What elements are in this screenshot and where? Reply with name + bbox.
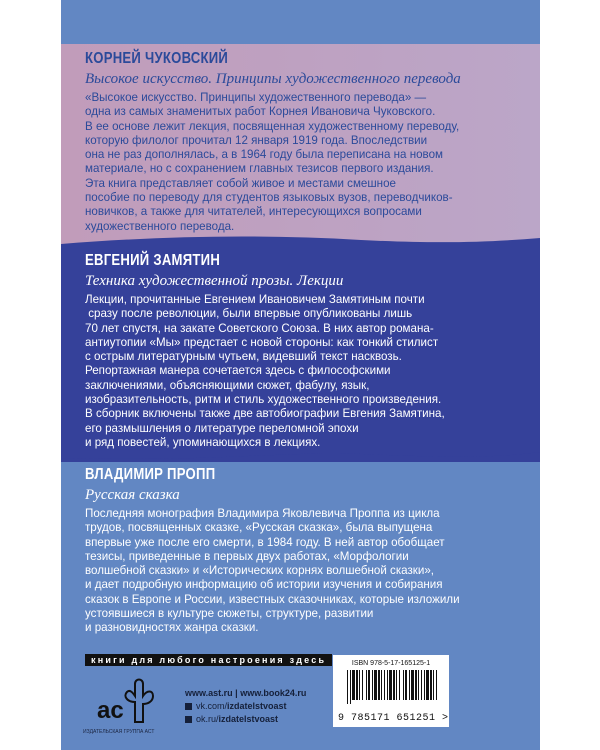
barcode-bar: [426, 670, 429, 700]
section-propp: [85, 466, 535, 636]
isbn-barcode: [333, 655, 449, 727]
barcode-bar: [433, 670, 434, 700]
barcode-bar: [424, 670, 425, 700]
vk-link[interactable]: vk.com/izdatelstvoast: [185, 701, 306, 711]
barcode-bar: [430, 670, 432, 700]
book-title: Высокое искусство. Принципы художественного перевода: [85, 71, 461, 87]
barcode-bar: [409, 670, 410, 700]
svg-text:ac: ac: [97, 697, 124, 724]
wave-divider: [61, 448, 540, 468]
book-description: Лекции, прочитанные Евгением Ивановичем Замятиным почти сразу после революции, были впервые опубликованы лишь 70 лет спустя, на закате Советского Союза. В них автор романа- антиутопии «Мы» предстает с новой стороны: как тонкий стилист с острым литературным чутьем, видевший текст насквозь. Репортажная манера сочетается здесь с философскими заключениями, объясняющими сюжет, фабулу, язык, изобразительность, ритм и стиль художественного произведения. В сборник включены также две автобиографии Евгения Замятина, его размышления о литературе переломной эпохи и ряд повестей, упоминающихся в лекциях.: [85, 293, 445, 449]
slogan-banner: книги для любого настроения здесь: [85, 654, 332, 666]
barcode-digits: 9 785171 651251 >: [338, 713, 449, 724]
barcode-bar: [387, 670, 388, 700]
barcode-bar: [393, 670, 395, 700]
barcode-bar: [372, 670, 373, 700]
publisher-caption: ИЗДАТЕЛЬСКАЯ ГРУППА АСТ: [83, 729, 155, 735]
ast-logo-icon: [89, 676, 169, 726]
isbn-number: ISBN 978-5-17-165125-1: [351, 660, 431, 667]
barcode-bar: [350, 670, 351, 704]
barcode-bar: [362, 670, 363, 700]
book-description: Последняя монография Владимира Яковлевича Проппа из цикла трудов, посвященных сказке, «Русская сказка», была выпущена впервые уже после его смерти, в 1984 году. В ней автор обобщает тезисы, приведенные в первых двух работах, «Морфологии волшебной сказки» и «Исторических корнях волшебной сказки», и дает подробную информацию об истории изучения и собирания сказок в Европе и России, известных сказочниках, которые изложили устоявшиеся в культуре сюжеты, структуре, развитии и разновидностях жанра сказки.: [85, 507, 460, 635]
barcode-bar: [366, 670, 367, 700]
barcode-bar: [374, 670, 377, 700]
barcode-bar: [359, 670, 360, 700]
book-back-cover: [61, 0, 540, 750]
barcode-bar: [384, 670, 385, 700]
barcode-bar: [411, 670, 414, 700]
author-name: ЕВГЕНИЙ ЗАМЯТИН: [85, 252, 221, 269]
section-zamyatin: [85, 252, 535, 450]
vk-icon: [185, 703, 192, 710]
barcode-bar: [415, 670, 417, 700]
barcode-bar: [403, 670, 404, 700]
barcode-bar: [389, 670, 392, 700]
section-chukovsky: [85, 50, 535, 234]
book-title: Русская сказка: [85, 487, 180, 503]
barcode-bars: [347, 670, 439, 712]
ok-link[interactable]: ok.ru/izdatelstvoast: [185, 714, 306, 724]
publisher-links: [185, 688, 306, 727]
ok-icon: [185, 716, 192, 723]
barcode-bar: [381, 670, 382, 700]
author-name: ВЛАДИМИР ПРОПП: [85, 466, 216, 483]
book-title: Техника художественной прозы. Лекции: [85, 273, 344, 289]
barcode-bar: [399, 670, 400, 700]
barcode-bar: [347, 670, 348, 704]
barcode-bar: [436, 670, 437, 700]
barcode-bar: [378, 670, 380, 700]
barcode-bar: [405, 670, 407, 700]
barcode-bar: [352, 670, 355, 700]
book-description: «Высокое искусство. Принципы художественного перевода» — одна из самых знаменитых работ Корнея Ивановича Чуковского. В ее основе лежит лекция, посвященная художественному переводу, которую филолог прочитал 12 января 1919 года. Впоследствии она не раз дополнялась, а в 1964 году была переписана на новом материале, но с сохранением главных тезисов первого издания. Эта книга представляет собой живое и местами смешное пособие по переводу для студентов языковых вузов, переводчиков- новичков, а также для читателей, интересующихся вопросами художественного перевода.: [85, 91, 460, 233]
barcode-bar: [368, 670, 370, 700]
website-links[interactable]: www.ast.ru | www.book24.ru: [185, 688, 307, 698]
barcode-bar: [356, 670, 358, 700]
barcode-bar: [421, 670, 422, 700]
author-name: КОРНЕЙ ЧУКОВСКИЙ: [85, 50, 229, 67]
barcode-bar: [396, 670, 397, 700]
barcode-bar: [418, 670, 419, 700]
